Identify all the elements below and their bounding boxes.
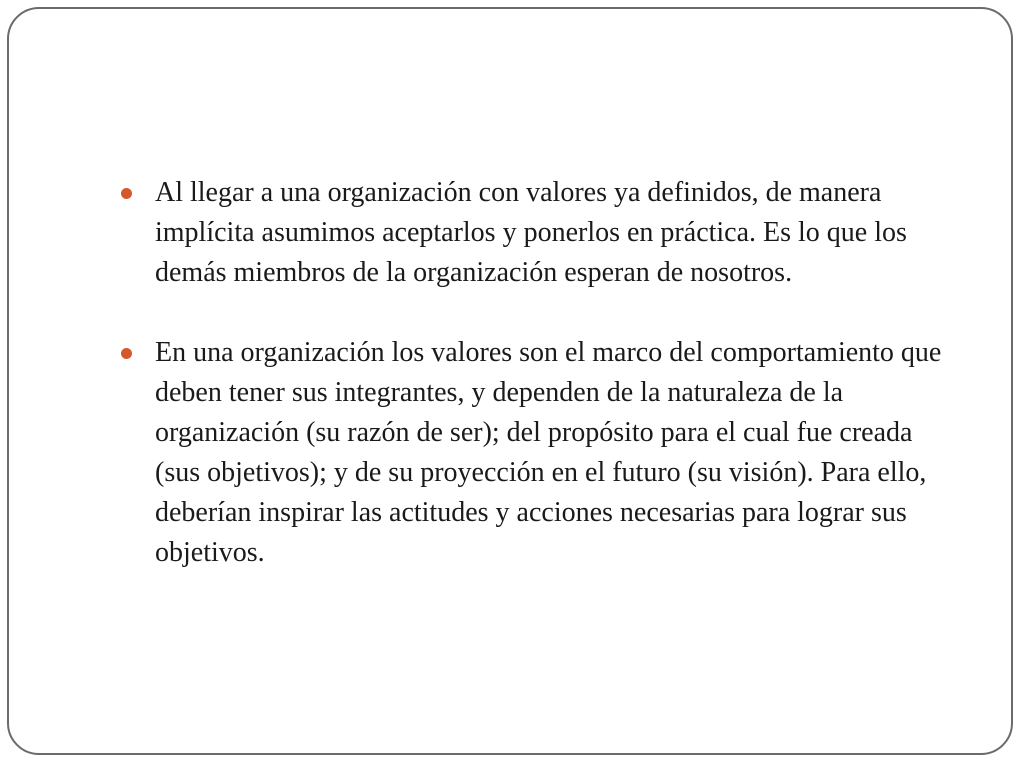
bullet-item-1 <box>121 173 961 293</box>
slide-content <box>121 173 961 573</box>
bullet-text-2: En una organización los valores son el marco del comportamiento que deben tener sus integrantes, y dependen de la naturaleza de la organización (su razón de ser); del propósito para el cual fue creada (sus objetivos); y de su proyección en el futuro (su visión). Para ello, deberían inspirar las actitudes y acciones necesarias para lograr sus objetivos. <box>155 337 942 568</box>
slide-frame <box>7 7 1013 755</box>
bullet-dot-icon <box>121 348 132 359</box>
bullet-text-1: Al llegar a una organización con valores ya definidos, de manera implícita asumimos aceptarlos y ponerlos en práctica. Es lo que los demás miembros de la organización esperan de nosotros. <box>155 177 907 288</box>
bullet-item-2 <box>121 333 961 573</box>
bullet-dot-icon <box>121 188 132 199</box>
